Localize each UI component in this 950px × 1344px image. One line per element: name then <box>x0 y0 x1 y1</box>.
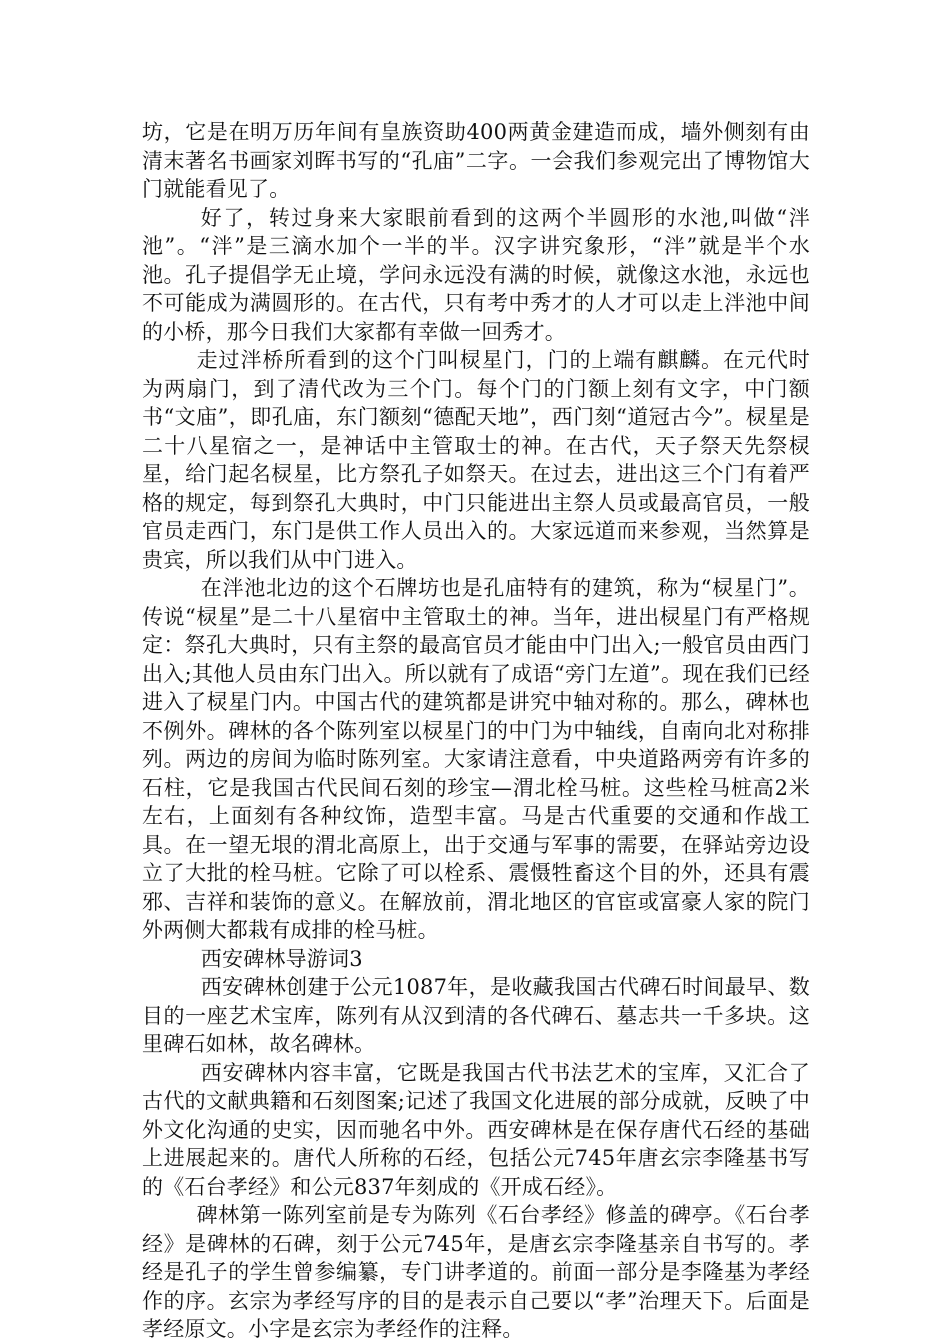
paragraph-panchi: 好了，转过身来大家眼前看到的这两个半圆形的水池,叫做“泮池”。“泮”是三滴水加个一半的半。汉字讲究象形，“泮”就是半个水池。孔子提倡学无止境，学问永远没有满的时候，就像这水池，永远也不可能成为满圆形的。在古代，只有考中秀才的人才可以走上泮池中间的小桥，那今日我们大家都有幸做一回秀才。 <box>142 205 810 344</box>
paragraph-contents: 西安碑林内容丰富，它既是我国古代书法艺术的宝库，又汇合了古代的文献典籍和石刻图案;记述了我国文化进展的部分成就，反映了中外文化沟通的史实，因而驰名中外。西安碑林是在保存唐代石经的基础上进展起来的。唐代人所称的石经，包括公元745年唐玄宗李隆基书写的《石台孝经》和公元837年刻成的《开成石经》。 <box>142 1060 810 1199</box>
paragraph-stone-archway: 在泮池北边的这个石牌坊也是孔庙特有的建筑，称为“棂星门”。传说“棂星”是二十八星宿中主管取土的神。当年，进出棂星门有严格规定：祭孔大典时，只有主祭的最高官员才能由中门出入;一般官员由西门出入;其他人员由东门出入。所以就有了成语“旁门左道”。现在我们已经进入了棂星门内。中国古代的建筑都是讲究中轴对称的。那么，碑林也不例外。碑林的各个陈列室以棂星门的中门为中轴线，自南向北对称排列。两边的房间为临时陈列室。大家请注意看，中央道路两旁有许多的石柱，它是我国古代民间石刻的珍宝—渭北栓马桩。这些栓马桩高2米左右，上面刻有各种纹饰，造型丰富。马是古代重要的交通和作战工具。在一望无垠的渭北高原上，出于交通与军事的需要，在驿站旁边设立了大批的栓马桩。它除了可以栓系、震慑牲畜这个目的外，还具有震邪、吉祥和装饰的意义。在解放前，渭北地区的官宦或富豪人家的院门外两侧大都栽有成排的栓马桩。 <box>142 576 810 942</box>
paragraph-lingxing-gate: 走过泮桥所看到的这个门叫棂星门，门的上端有麒麟。在元代时为两扇门，到了清代改为三个门。每个门的门额上刻有文字，中门额书“文庙”，即孔庙，东门额刻“德配天地”，西门刻“道冠古今”。棂星是二十八星宿之一，是神话中主管取士的神。在古代，天子祭天先祭棂星，给门起名棂星，比方祭孔子如祭天。在过去，进出这三个门有着严格的规定，每到祭孔大典时，中门只能进出主祭人员或最高官员，一般官员走西门，东门是供工作人员出入的。大家远道而来参观，当然算是贵宾，所以我们从中门进入。 <box>142 348 810 572</box>
paragraph-continuation: 坊，它是在明万历年间有皇族资助400两黄金建造而成，墙外侧刻有由清末著名书画家刘晖书写的“孔庙”二字。一会我们参观完出了博物馆大门就能看见了。 <box>142 120 810 201</box>
paragraph-founding: 西安碑林创建于公元1087年，是收藏我国古代碑石时间最早、数目的一座艺术宝库，陈列有从汉到清的各代碑石、墓志共一千多块。这里碑石如林，故名碑林。 <box>142 975 810 1056</box>
document-body <box>142 118 810 1344</box>
section-heading: 西安碑林导游词3 <box>200 946 363 971</box>
paragraph-first-exhibition-room: 碑林第一陈列室前是专为陈列《石台孝经》修盖的碑亭。《石台孝经》是碑林的石碑，刻于公元745年，是唐玄宗李隆基亲自书写的。孝经是孔子的学生曾参编纂，专门讲孝道的。前面一部分是李隆基为孝经作的序。玄宗为孝经写序的目的是表示自己要以“孝”治理天下。后面是孝经原文。小字是玄宗为孝经作的注释。 <box>142 1203 810 1341</box>
